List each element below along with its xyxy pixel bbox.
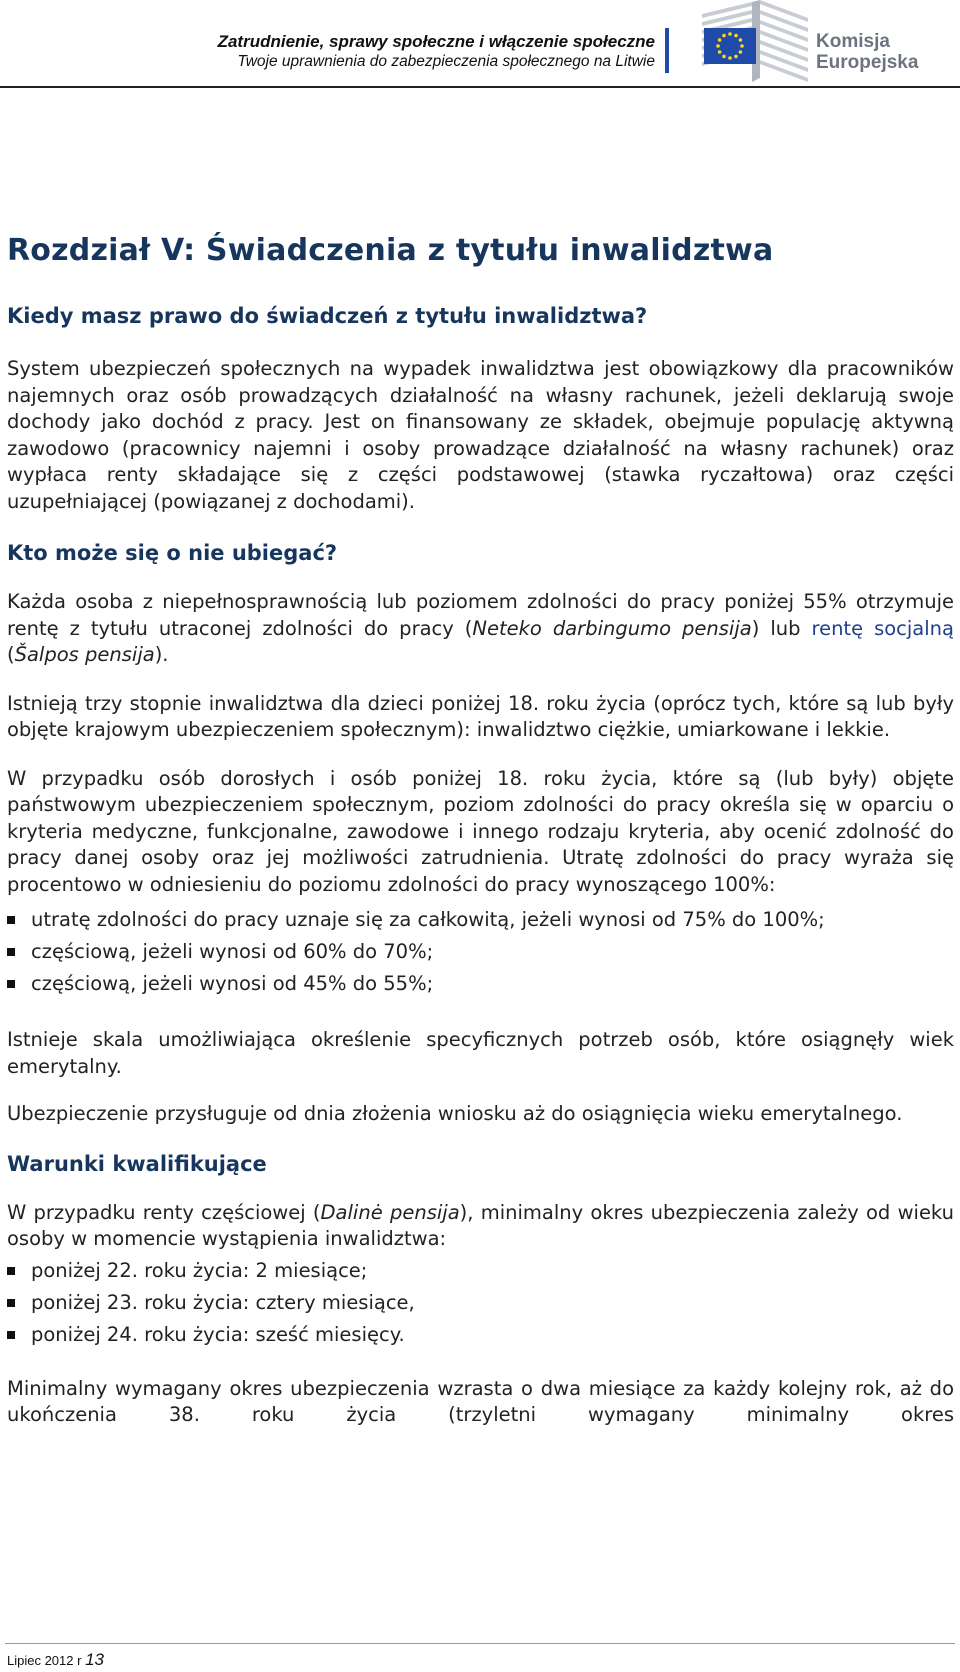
term-salpos: Šalpos pensija xyxy=(14,643,155,666)
header-separator xyxy=(665,28,669,73)
square-bullet-icon xyxy=(7,1331,15,1339)
capacity-loss-list xyxy=(7,904,954,1000)
header-subtitle: Twoje uprawnienia do zabezpieczenia społecznego na Litwie xyxy=(237,53,655,70)
paragraph-retirement-scale: Istnieje skala umożliwiająca określenie specyficznych potrzeb osób, które osiągnęły wiek emerytalny. xyxy=(7,1028,954,1078)
paragraph-pension-types: Każda osoba z niepełnosprawnością lub poziomem zdolności do pracy poniżej 55% otrzymuje rentę z tytułu utraconej zdolności do pracy (Neteko darbingumo pensija) lub rentę socjalną (Šalpos pensija). xyxy=(7,590,954,666)
list-item: utratę zdolności do pracy uznaje się za całkowitą, jeżeli wynosi od 75% do 100%; xyxy=(7,904,954,936)
square-bullet-icon xyxy=(7,948,15,956)
list-item: częściową, jeżeli wynosi od 60% do 70%; xyxy=(7,936,954,968)
term-daline: Dalinė pensija xyxy=(320,1200,460,1224)
european-commission-logo xyxy=(690,0,960,86)
paragraph-adult-capacity: W przypadku osób dorosłych i osób poniżej 18. roku życia, które są (lub były) objęte państwowym ubezpieczeniem społecznym, poziom zdolności do pracy określa się w oparciu o kryteria medyczne, funkcjonalne, zawodowe i innego rodzaju kryteria, aby ocenić zdolność do pracy danej osoby oraz jej możliwości zatrudnienia. Utratę zdolności do pracy wyraża się procentowo w odniesieniu do poziomu zdolności do pracy wynoszącego 100%: xyxy=(7,766,954,896)
list-item: poniżej 23. roku życia: cztery miesiące, xyxy=(7,1287,954,1319)
square-bullet-icon xyxy=(7,980,15,988)
page-footer xyxy=(7,1650,104,1670)
list-item: poniżej 24. roku życia: sześć miesięcy. xyxy=(7,1319,954,1351)
footer-date: Lipiec 2012 r xyxy=(7,1653,82,1668)
term-neteko: Neteko darbingumo pensija xyxy=(472,616,752,640)
list-item: częściową, jeżeli wynosi od 45% do 55%; xyxy=(7,968,954,1000)
paragraph-coverage: Ubezpieczenie przysługuje od dnia złożenia wniosku aż do osiągnięcia wieku emerytalnego. xyxy=(7,1102,903,1125)
section-heading-conditions: Warunki kwalifikujące xyxy=(7,1151,267,1176)
square-bullet-icon xyxy=(7,1299,15,1307)
section-heading-eligibility: Kiedy masz prawo do świadczeń z tytułu inwalidztwa? xyxy=(7,304,648,328)
logo-text-line1: Komisja xyxy=(816,31,890,52)
section-heading-who: Kto może się o nie ubiegać? xyxy=(7,541,338,565)
square-bullet-icon xyxy=(7,1267,15,1275)
insurance-period-list xyxy=(7,1255,954,1351)
header-title: Zatrudnienie, sprawy społeczne i włączenie społeczne xyxy=(217,32,655,51)
page-header xyxy=(0,0,960,90)
paragraph-child-degrees: Istnieją trzy stopnie inwalidztwa dla dzieci poniżej 18. roku życia (oprócz tych, które są lub były objęte krajowym ubezpieczeniem społecznym): inwalidztwo ciężkie, umiarkowane i lekkie. xyxy=(7,691,954,741)
footer-divider xyxy=(5,1643,955,1644)
list-item: poniżej 22. roku życia: 2 miesiące; xyxy=(7,1255,954,1287)
document-body xyxy=(7,226,954,1429)
chapter-title: Rozdział V: Świadczenia z tytułu inwalidztwa xyxy=(7,233,774,268)
link-social-pension[interactable]: rentę socjalną xyxy=(811,616,954,640)
page-number: 13 xyxy=(85,1650,104,1669)
square-bullet-icon xyxy=(7,916,15,924)
paragraph-system: System ubezpieczeń społecznych na wypadek inwalidztwa jest obowiązkowy dla pracowników najemnych oraz osób prowadzących działalność na własny rachunek, jeżeli deklarują swoje dochody jako dochód z pracy. Jest on finansowany ze składek, obejmuje populację aktywną zawodowo (pracownicy najemni i osoby prowadzące działalność na własny rachunek) oraz wypłaca renty składające się z części podstawowej (stawka ryczałtowa) oraz części uzupełniającej (powiązanej z dochodami). xyxy=(7,357,954,513)
logo-text-line2: Europejska xyxy=(816,52,919,73)
paragraph-partial-pension: W przypadku renty częściowej (Dalinė pensija), minimalny okres ubezpieczenia zależy od wieku osoby w momencie wystąpienia inwalidztwa: xyxy=(7,1200,954,1250)
paragraph-minimum-period: Minimalny wymagany okres ubezpieczenia wzrasta o dwa miesiące za każdy kolejny rok, aż do ukończenia 38. roku życia (trzyletni wymagany minimalny okres xyxy=(7,1376,954,1426)
header-divider xyxy=(0,86,960,88)
